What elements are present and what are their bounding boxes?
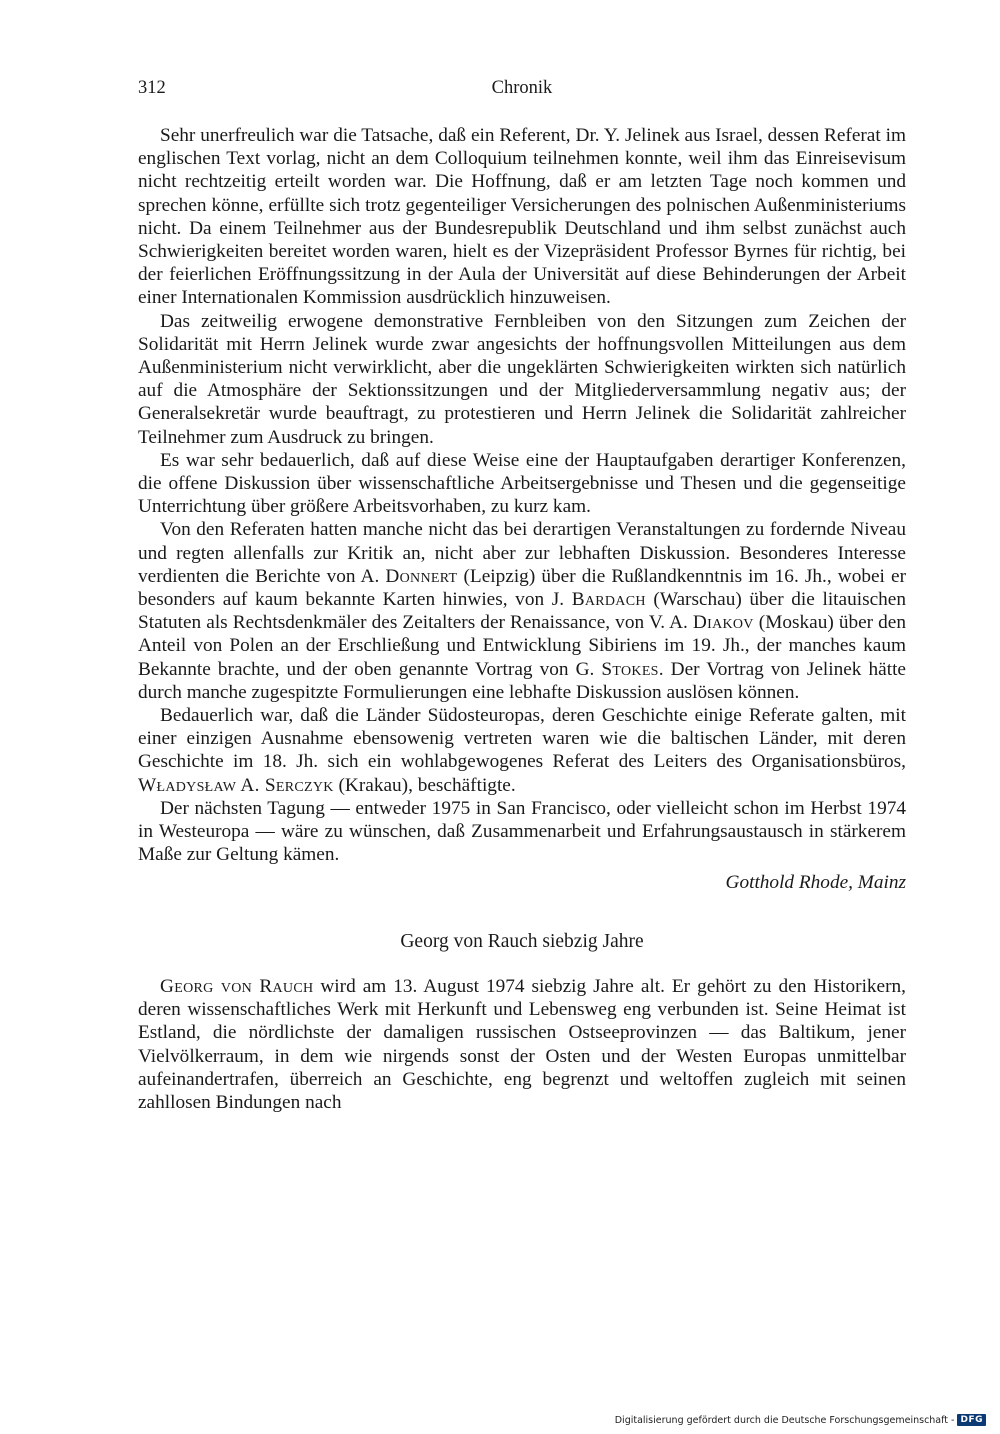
paragraph-text: Von den Referaten hatten manche nicht das bei derartigen Veranstaltungen zu fordernde Niveau und regten allenfalls zur Kritik an, nicht aber zur lebhaften Diskussion. Besonderes Interesse verdienten die Berichte von A. [138,519,906,587]
person-name: Bardach [571,589,646,611]
page-number: 312 [138,78,166,98]
paragraph-text: Bedauerlich war, daß die Länder Südosteuropas, deren Geschichte einige Referate galten, mit einer einzigen Ausnahme ebensowenig vertreten waren wie die baltischen Länder, mit deren Geschichte im 18. Jh. sich ein wohlabgewogenes Referat des Leiters des Organisationsbüros, [138,705,906,773]
person-name: Donnert [385,565,458,587]
paragraph [138,704,906,797]
dfg-logo-icon: DFG [957,1414,986,1426]
paragraph-text: Das zeitweilig erwogene demonstrative Fernbleiben von den Sitzungen zum Zeichen der Solidarität mit Herrn Jelinek wurde zwar angesichts der hoffnungsvollen Mitteilungen aus dem Außenministerium nicht verwirklicht, aber die ungeklärten Schwierigkeiten wirkten sich natürlich auf die Atmosphäre der Sektionssitzungen und der Mitgliederversammlung negativ aus; der Generalsekretär wurde beauftragt, zu protestieren und Herrn Jelinek die Solidarität zahlreicher Teilnehmer zum Ausdruck zu bringen. [138,310,906,448]
paragraph-text: . Der Vortrag von Jelinek hätte durch manche zugespitzte Formulierungen eine lebhafte Diskussion auslösen können. [138,658,906,703]
running-head [138,78,906,104]
person-name: Władysław A. Serczyk [138,774,334,796]
signature-place: Mainz [857,871,906,893]
signature [138,871,906,894]
signature-author: Gotthold Rhode [725,871,849,893]
paragraph [138,449,906,519]
digitization-footer [615,1414,986,1426]
paragraph [138,518,906,704]
section-title: Chronik [491,78,553,98]
paragraph [138,975,906,1114]
article-title: Georg von Rauch siebzig Jahre [400,930,644,952]
paragraph-text: Der nächsten Tagung — entweder 1975 in San Francisco, oder vielleicht schon im Herbst 1974 in Westeuropa — wäre zu wünschen, daß Zusammenarbeit und Erfahrungsaustausch in stärkerem Maße zur Geltung kämen. [138,797,906,866]
paragraph-text: (Krakau), beschäftigte. [333,774,516,796]
person-name: Georg von Rauch [160,975,314,997]
paragraph-text: Es war sehr bedauerlich, daß auf diese Weise eine der Hauptaufgaben derartiger Konferenzen, die offene Diskussion über wissenschaftliche Arbeitsergebnisse und Thesen und die gegenseitige Unterrichtung über größere Arbeitsvorhaben, zu kurz kam. [138,449,906,518]
body-text [138,124,906,1114]
paragraph-text: (Warschau) über die litauischen Statuten als Rechtsdenkmäler des Zeitalters der Renaissance, von V. A. [138,589,906,634]
paragraph [138,310,906,449]
person-name: Stokes [601,658,659,680]
paragraph-text: Sehr unerfreulich war die Tatsache, daß ein Referent, Dr. Y. Jelinek aus Israel, dessen Referat im englischen Text vorlag, nicht an dem Colloquium teilnehmen konnte, weil ihm das Einreisevisum nicht rechtzeitig erteilt worden war. Die Hoffnung, daß er am letzten Tage noch kommen und sprechen könne, erfüllte sich trotz gegenteiliger Versicherungen des polnischen Außenministeriums nicht. Da einem Teilnehmer aus der Bundesrepublik Deutschland und ihm selbst zunächst auch Schwierigkeiten bereitet worden waren, hielt es der Vizepräsident Professor Byrnes für richtig, bei der feierlichen Eröffnungssitzung in der Aula der Universität auf diese Behinderungen der Arbeit einer Internationalen Kommission ausdrücklich hinzuweisen. [138,125,906,309]
paragraph [138,124,906,310]
paragraph-text: (Moskau) über den Anteil von Polen an der Erschließung und Entwicklung Sibiriens im 19. Jh., der manches kaum Bekannte brachte, und der oben genannte Vortrag von G. [138,612,906,680]
footer-text: Digitalisierung gefördert durch die Deutsche Forschungsgemeinschaft - [614,1414,955,1426]
paragraph-text: (Leipzig) über die Rußlandkenntnis im 16. Jh., wobei er besonders auf kaum bekannte Karten hinwies, von J. [138,565,906,611]
person-name: Diakov [692,612,754,634]
paragraph [138,797,906,867]
paragraph-text: wird am 13. August 1974 siebzig Jahre alt. Er gehört zu den Historikern, deren wissenschaftliches Werk mit Herkunft und Lebensweg eng verbunden ist. Seine Heimat ist Estland, die nördlichste der damaligen russischen Ostseeprovinzen — das Baltikum, jener Vielvölkerraum, in dem wie nirgends sonst der Osten und der Westen Europas unmittelbar aufeinandertrafen, überreich an Geschichte, eng begrenzt und weltoffen zugleich mit seinen zahllosen Bindungen nach [138,975,907,1113]
signature-separator: , [848,871,858,893]
